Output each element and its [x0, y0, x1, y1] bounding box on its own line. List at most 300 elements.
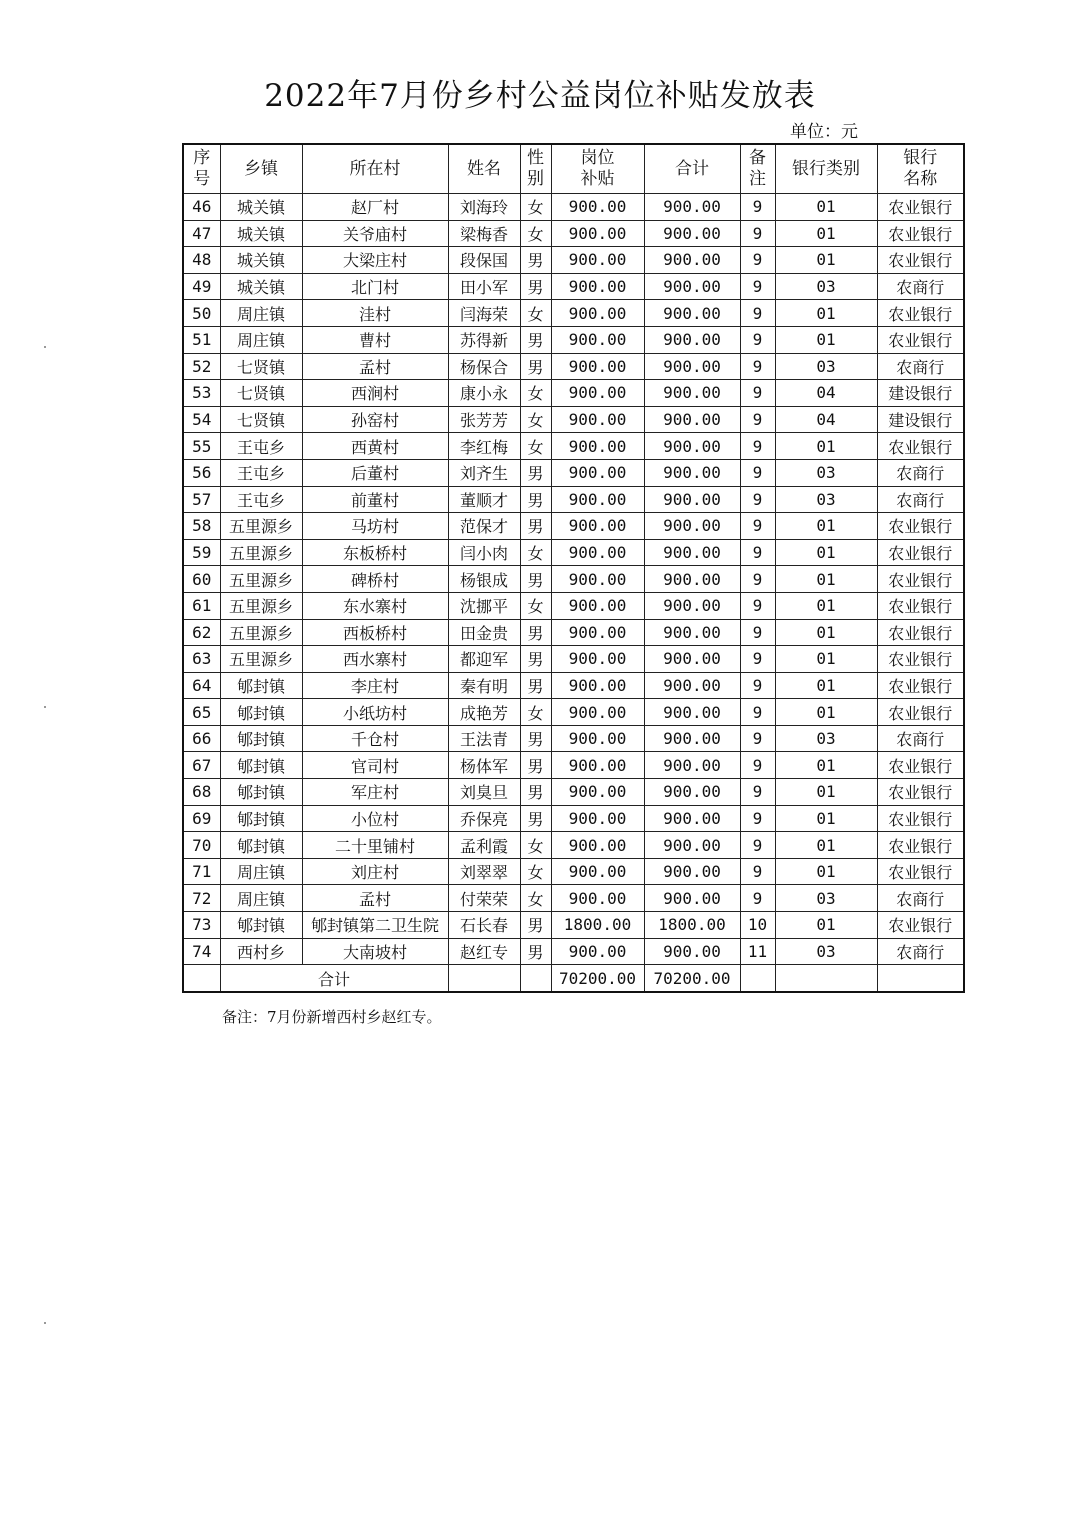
cell-bank-name: 农业银行 [877, 858, 964, 885]
cell-bank-type: 03 [775, 938, 877, 965]
cell-name: 田金贵 [448, 619, 520, 646]
cell-bank-name: 农商行 [877, 885, 964, 912]
cell-bank-name: 农业银行 [877, 247, 964, 274]
cell-subsidy: 900.00 [551, 885, 644, 912]
cell-seq: 51 [183, 326, 220, 353]
page-title: 2022年7月份乡村公益岗位补贴发放表 [264, 78, 816, 114]
cell-gender: 男 [520, 326, 551, 353]
cell-seq: 70 [183, 832, 220, 859]
cell-remark: 10 [740, 912, 775, 939]
table-row [183, 858, 964, 885]
cell-seq: 53 [183, 380, 220, 407]
total-subsidy: 70200.00 [551, 965, 644, 992]
table-row [183, 725, 964, 752]
cell-bank-type: 01 [775, 300, 877, 327]
cell-township: 郇封镇 [220, 912, 302, 939]
cell-bank-type: 01 [775, 832, 877, 859]
cell-name: 苏得新 [448, 326, 520, 353]
cell-sum: 900.00 [644, 194, 740, 221]
cell-sum: 900.00 [644, 832, 740, 859]
cell-name: 付荣荣 [448, 885, 520, 912]
cell-sum: 1800.00 [644, 912, 740, 939]
cell-bank-name: 农业银行 [877, 646, 964, 673]
cell-township: 周庄镇 [220, 326, 302, 353]
cell-subsidy: 900.00 [551, 832, 644, 859]
cell-seq: 65 [183, 699, 220, 726]
cell-remark: 9 [740, 433, 775, 460]
cell-name: 田小军 [448, 273, 520, 300]
header-seq: 序 号 [183, 144, 220, 194]
cell-gender: 女 [520, 539, 551, 566]
cell-village: 李庄村 [302, 672, 448, 699]
cell-gender: 女 [520, 380, 551, 407]
cell-name: 刘海玲 [448, 194, 520, 221]
cell-bank-name: 农业银行 [877, 539, 964, 566]
cell-bank-name: 农商行 [877, 459, 964, 486]
cell-subsidy: 900.00 [551, 858, 644, 885]
table-row [183, 459, 964, 486]
cell-seq: 50 [183, 300, 220, 327]
cell-village: 小纸坊村 [302, 699, 448, 726]
cell-village: 西水寨村 [302, 646, 448, 673]
cell-seq: 61 [183, 592, 220, 619]
cell-bank-name: 农业银行 [877, 592, 964, 619]
cell-subsidy: 900.00 [551, 380, 644, 407]
cell-bank-name: 农商行 [877, 273, 964, 300]
cell-sum: 900.00 [644, 725, 740, 752]
cell-township: 郇封镇 [220, 699, 302, 726]
table-row [183, 326, 964, 353]
cell-sum: 900.00 [644, 220, 740, 247]
cell-sum: 900.00 [644, 566, 740, 593]
cell-bank-name: 建设银行 [877, 406, 964, 433]
cell-seq: 46 [183, 194, 220, 221]
cell-subsidy: 900.00 [551, 300, 644, 327]
cell-bank-name: 农业银行 [877, 220, 964, 247]
cell-bank-name: 农业银行 [877, 194, 964, 221]
cell-subsidy: 900.00 [551, 247, 644, 274]
cell-village: 孙窑村 [302, 406, 448, 433]
table-row [183, 247, 964, 274]
table-row [183, 779, 964, 806]
cell-sum: 900.00 [644, 539, 740, 566]
cell-township: 王屯乡 [220, 486, 302, 513]
cell-bank-type: 01 [775, 912, 877, 939]
table-row [183, 220, 964, 247]
cell-bank-type: 01 [775, 247, 877, 274]
cell-village: 西黄村 [302, 433, 448, 460]
cell-name: 张芳芳 [448, 406, 520, 433]
table-row [183, 805, 964, 832]
cell-subsidy: 900.00 [551, 672, 644, 699]
cell-name: 闫海荣 [448, 300, 520, 327]
cell-seq: 66 [183, 725, 220, 752]
cell-sum: 900.00 [644, 699, 740, 726]
cell-subsidy: 900.00 [551, 220, 644, 247]
cell-township: 郇封镇 [220, 779, 302, 806]
cell-village: 赵厂村 [302, 194, 448, 221]
header-subsidy: 岗位 补贴 [551, 144, 644, 194]
cell-bank-type: 01 [775, 752, 877, 779]
cell-subsidy: 1800.00 [551, 912, 644, 939]
cell-name: 赵红专 [448, 938, 520, 965]
cell-township: 五里源乡 [220, 592, 302, 619]
cell-gender: 女 [520, 699, 551, 726]
cell-subsidy: 900.00 [551, 406, 644, 433]
cell-township: 王屯乡 [220, 459, 302, 486]
cell-subsidy: 900.00 [551, 592, 644, 619]
cell-bank-type: 01 [775, 326, 877, 353]
cell-bank-name: 农商行 [877, 353, 964, 380]
cell-bank-type: 01 [775, 592, 877, 619]
cell-gender: 男 [520, 779, 551, 806]
cell-name: 秦有明 [448, 672, 520, 699]
cell-bank-name: 建设银行 [877, 380, 964, 407]
cell-bank-type: 01 [775, 539, 877, 566]
unit-label: 单位：元 [790, 122, 858, 142]
cell-sum: 900.00 [644, 858, 740, 885]
total-bank-type-cell [775, 965, 877, 992]
cell-township: 周庄镇 [220, 300, 302, 327]
footnote: 备注：7月份新增西村乡赵红专。 [222, 1008, 442, 1026]
cell-seq: 71 [183, 858, 220, 885]
table-row [183, 672, 964, 699]
cell-subsidy: 900.00 [551, 619, 644, 646]
cell-remark: 9 [740, 805, 775, 832]
cell-sum: 900.00 [644, 592, 740, 619]
header-bank-name: 银行 名称 [877, 144, 964, 194]
table-row [183, 592, 964, 619]
cell-remark: 9 [740, 459, 775, 486]
cell-gender: 男 [520, 805, 551, 832]
cell-name: 杨银成 [448, 566, 520, 593]
cell-remark: 11 [740, 938, 775, 965]
cell-name: 刘翠翠 [448, 858, 520, 885]
cell-bank-name: 农业银行 [877, 752, 964, 779]
cell-township: 王屯乡 [220, 433, 302, 460]
cell-name: 成艳芳 [448, 699, 520, 726]
cell-township: 郇封镇 [220, 805, 302, 832]
cell-seq: 73 [183, 912, 220, 939]
cell-bank-type: 01 [775, 672, 877, 699]
cell-sum: 900.00 [644, 513, 740, 540]
table-row [183, 539, 964, 566]
cell-gender: 男 [520, 566, 551, 593]
header-village: 所在村 [302, 144, 448, 194]
cell-remark: 9 [740, 486, 775, 513]
table-row [183, 406, 964, 433]
cell-village: 官司村 [302, 752, 448, 779]
cell-sum: 900.00 [644, 406, 740, 433]
cell-township: 城关镇 [220, 247, 302, 274]
total-label: 合计 [220, 965, 448, 992]
cell-sum: 900.00 [644, 486, 740, 513]
cell-seq: 63 [183, 646, 220, 673]
cell-bank-type: 01 [775, 566, 877, 593]
table-row [183, 646, 964, 673]
cell-remark: 9 [740, 247, 775, 274]
cell-seq: 54 [183, 406, 220, 433]
cell-bank-type: 01 [775, 513, 877, 540]
cell-name: 范保才 [448, 513, 520, 540]
cell-village: 孟村 [302, 885, 448, 912]
cell-bank-type: 01 [775, 805, 877, 832]
cell-township: 五里源乡 [220, 539, 302, 566]
cell-bank-name: 农业银行 [877, 433, 964, 460]
cell-bank-name: 农业银行 [877, 326, 964, 353]
cell-bank-name: 农业银行 [877, 513, 964, 540]
cell-remark: 9 [740, 619, 775, 646]
cell-bank-name: 农商行 [877, 938, 964, 965]
cell-sum: 900.00 [644, 619, 740, 646]
cell-bank-type: 01 [775, 699, 877, 726]
cell-gender: 男 [520, 619, 551, 646]
scan-speck [44, 706, 46, 708]
cell-seq: 74 [183, 938, 220, 965]
cell-village: 军庄村 [302, 779, 448, 806]
cell-seq: 58 [183, 513, 220, 540]
cell-name: 石长春 [448, 912, 520, 939]
cell-name: 沈挪平 [448, 592, 520, 619]
cell-bank-type: 01 [775, 619, 877, 646]
cell-gender: 男 [520, 353, 551, 380]
cell-name: 梁梅香 [448, 220, 520, 247]
cell-village: 北门村 [302, 273, 448, 300]
cell-bank-type: 01 [775, 779, 877, 806]
cell-subsidy: 900.00 [551, 539, 644, 566]
cell-township: 七贤镇 [220, 353, 302, 380]
cell-gender: 女 [520, 406, 551, 433]
cell-village: 东水寨村 [302, 592, 448, 619]
cell-sum: 900.00 [644, 752, 740, 779]
cell-gender: 男 [520, 752, 551, 779]
cell-gender: 女 [520, 858, 551, 885]
cell-village: 孟村 [302, 353, 448, 380]
cell-township: 城关镇 [220, 194, 302, 221]
cell-village: 后董村 [302, 459, 448, 486]
cell-sum: 900.00 [644, 273, 740, 300]
cell-remark: 9 [740, 858, 775, 885]
cell-subsidy: 900.00 [551, 326, 644, 353]
cell-township: 七贤镇 [220, 380, 302, 407]
cell-sum: 900.00 [644, 805, 740, 832]
table-row [183, 699, 964, 726]
cell-seq: 56 [183, 459, 220, 486]
cell-name: 杨保合 [448, 353, 520, 380]
table-row [183, 194, 964, 221]
cell-name: 董顺才 [448, 486, 520, 513]
cell-remark: 9 [740, 220, 775, 247]
cell-seq: 55 [183, 433, 220, 460]
total-remark-cell [740, 965, 775, 992]
table-row [183, 273, 964, 300]
header-name: 姓名 [448, 144, 520, 194]
table-row [183, 912, 964, 939]
header-township: 乡镇 [220, 144, 302, 194]
cell-gender: 男 [520, 459, 551, 486]
cell-seq: 49 [183, 273, 220, 300]
cell-village: 洼村 [302, 300, 448, 327]
cell-seq: 47 [183, 220, 220, 247]
cell-name: 都迎军 [448, 646, 520, 673]
total-seq-cell [183, 965, 220, 992]
table-row [183, 353, 964, 380]
cell-township: 城关镇 [220, 220, 302, 247]
cell-gender: 男 [520, 672, 551, 699]
cell-subsidy: 900.00 [551, 273, 644, 300]
cell-subsidy: 900.00 [551, 725, 644, 752]
cell-bank-type: 01 [775, 858, 877, 885]
table-row [183, 885, 964, 912]
cell-remark: 9 [740, 326, 775, 353]
cell-gender: 男 [520, 273, 551, 300]
cell-name: 刘齐生 [448, 459, 520, 486]
cell-bank-name: 农业银行 [877, 566, 964, 593]
cell-remark: 9 [740, 832, 775, 859]
cell-village: 关爷庙村 [302, 220, 448, 247]
cell-gender: 男 [520, 912, 551, 939]
cell-village: 千仓村 [302, 725, 448, 752]
cell-subsidy: 900.00 [551, 805, 644, 832]
cell-remark: 9 [740, 672, 775, 699]
cell-township: 西村乡 [220, 938, 302, 965]
cell-gender: 女 [520, 194, 551, 221]
cell-seq: 64 [183, 672, 220, 699]
table-row [183, 619, 964, 646]
cell-seq: 52 [183, 353, 220, 380]
header-remark: 备 注 [740, 144, 775, 194]
cell-village: 曹村 [302, 326, 448, 353]
cell-subsidy: 900.00 [551, 938, 644, 965]
cell-name: 李红梅 [448, 433, 520, 460]
cell-township: 五里源乡 [220, 619, 302, 646]
cell-village: 郇封镇第二卫生院 [302, 912, 448, 939]
table-row [183, 752, 964, 779]
cell-bank-type: 03 [775, 725, 877, 752]
cell-name: 刘臭旦 [448, 779, 520, 806]
cell-bank-type: 01 [775, 220, 877, 247]
cell-remark: 9 [740, 353, 775, 380]
scan-speck [44, 1322, 46, 1324]
cell-seq: 60 [183, 566, 220, 593]
cell-subsidy: 900.00 [551, 194, 644, 221]
cell-bank-name: 农业银行 [877, 619, 964, 646]
cell-gender: 男 [520, 486, 551, 513]
cell-sum: 900.00 [644, 247, 740, 274]
cell-bank-type: 04 [775, 406, 877, 433]
cell-sum: 900.00 [644, 779, 740, 806]
cell-subsidy: 900.00 [551, 646, 644, 673]
cell-sum: 900.00 [644, 380, 740, 407]
cell-remark: 9 [740, 406, 775, 433]
cell-township: 五里源乡 [220, 646, 302, 673]
cell-bank-type: 01 [775, 194, 877, 221]
table-row [183, 832, 964, 859]
cell-township: 周庄镇 [220, 885, 302, 912]
cell-remark: 9 [740, 539, 775, 566]
cell-remark: 9 [740, 752, 775, 779]
cell-remark: 9 [740, 513, 775, 540]
cell-sum: 900.00 [644, 672, 740, 699]
cell-remark: 9 [740, 194, 775, 221]
cell-village: 马坊村 [302, 513, 448, 540]
cell-name: 王法青 [448, 725, 520, 752]
cell-bank-type: 04 [775, 380, 877, 407]
cell-bank-name: 农业银行 [877, 779, 964, 806]
table-row [183, 566, 964, 593]
cell-bank-name: 农业银行 [877, 832, 964, 859]
cell-seq: 59 [183, 539, 220, 566]
cell-gender: 男 [520, 513, 551, 540]
cell-bank-name: 农业银行 [877, 300, 964, 327]
header-bank-type: 银行类别 [775, 144, 877, 194]
cell-village: 前董村 [302, 486, 448, 513]
cell-bank-name: 农业银行 [877, 805, 964, 832]
cell-gender: 男 [520, 938, 551, 965]
cell-bank-type: 01 [775, 646, 877, 673]
cell-bank-type: 03 [775, 885, 877, 912]
table-row [183, 300, 964, 327]
cell-seq: 72 [183, 885, 220, 912]
cell-gender: 男 [520, 646, 551, 673]
cell-sum: 900.00 [644, 300, 740, 327]
total-sum: 70200.00 [644, 965, 740, 992]
cell-subsidy: 900.00 [551, 513, 644, 540]
header-total: 合计 [644, 144, 740, 194]
cell-seq: 62 [183, 619, 220, 646]
cell-sum: 900.00 [644, 459, 740, 486]
table-row [183, 938, 964, 965]
cell-subsidy: 900.00 [551, 486, 644, 513]
scan-speck [44, 346, 46, 348]
cell-village: 大南坡村 [302, 938, 448, 965]
cell-bank-type: 01 [775, 433, 877, 460]
cell-subsidy: 900.00 [551, 353, 644, 380]
cell-township: 五里源乡 [220, 513, 302, 540]
cell-township: 七贤镇 [220, 406, 302, 433]
header-gender: 性 别 [520, 144, 551, 194]
cell-village: 二十里铺村 [302, 832, 448, 859]
cell-township: 周庄镇 [220, 858, 302, 885]
cell-sum: 900.00 [644, 353, 740, 380]
cell-remark: 9 [740, 779, 775, 806]
cell-village: 西板桥村 [302, 619, 448, 646]
cell-sum: 900.00 [644, 938, 740, 965]
total-bank-name-cell [877, 965, 964, 992]
cell-bank-type: 03 [775, 353, 877, 380]
cell-gender: 女 [520, 300, 551, 327]
cell-village: 刘庄村 [302, 858, 448, 885]
cell-township: 郇封镇 [220, 832, 302, 859]
header-row [183, 144, 964, 194]
cell-village: 碑桥村 [302, 566, 448, 593]
table-row [183, 513, 964, 540]
cell-village: 东板桥村 [302, 539, 448, 566]
cell-bank-name: 农业银行 [877, 672, 964, 699]
cell-gender: 女 [520, 220, 551, 247]
cell-village: 小位村 [302, 805, 448, 832]
cell-remark: 9 [740, 273, 775, 300]
cell-name: 杨体军 [448, 752, 520, 779]
cell-bank-name: 农业银行 [877, 912, 964, 939]
cell-name: 乔保亮 [448, 805, 520, 832]
cell-township: 五里源乡 [220, 566, 302, 593]
cell-gender: 男 [520, 247, 551, 274]
cell-seq: 68 [183, 779, 220, 806]
cell-remark: 9 [740, 566, 775, 593]
cell-bank-type: 03 [775, 459, 877, 486]
cell-gender: 女 [520, 832, 551, 859]
